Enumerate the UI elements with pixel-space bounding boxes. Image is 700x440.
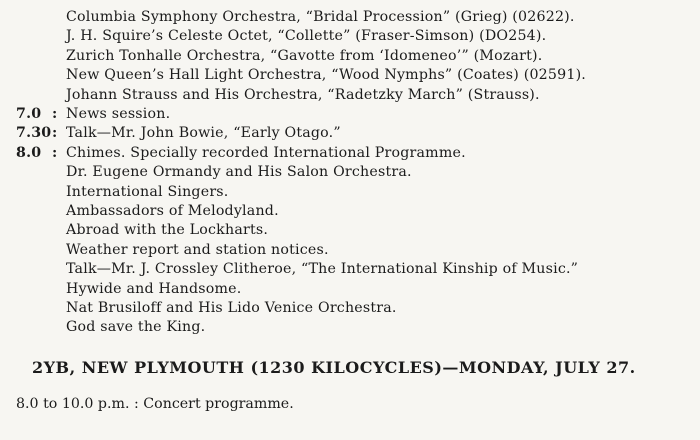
programme-time: 8.0 [16,144,42,161]
programme-text: Columbia Symphony Orchestra, “Bridal Procession” (Grieg) (02622). [66,9,575,25]
programme-text: New Queen’s Hall Light Orchestra, “Wood Nymphs” (Coates) (02591). [66,67,587,84]
station-heading: 2YB, NEW PLYMOUTH (1230 KILOCYCLES)—MONDAY, JULY 27. [32,358,636,377]
programme-text: Nat Brusiloff and His Lido Venice Orchestra. [66,300,397,316]
programme-text: Abroad with the Lockharts. [66,222,269,239]
programme-text: Ambassadors of Melodyland. [66,203,279,219]
programme-text: Johann Strauss and His Orchestra, “Radetzky March” (Strauss). [66,86,540,103]
programme-separator: : [52,144,58,161]
programme-separator: : [52,106,58,122]
programme-text: J. H. Squire’s Celeste Octet, “Collette” (Fraser-Simson) (DO254). [66,28,547,45]
programme-time: 7.30 [16,125,52,142]
programme-text: Hywide and Handsome. [66,280,242,297]
programme-text: God save the King. [66,319,206,336]
programme-text: Chimes. Specially recorded International Programme. [66,144,466,161]
programme-text: Talk—Mr. John Bowie, “Early Otago.” [66,125,341,142]
programme-text: International Singers. [66,183,229,200]
footer-time: 8.0 to 10.0 p.m. [16,396,130,412]
programme-text: Talk—Mr. J. Crossley Clitheroe, “The International Kinship of Music.” [66,261,579,278]
programme-separator: : [52,125,58,142]
programme-text: Zurich Tonhalle Orchestra, “Gavotte from ‘Idomeneo’” (Mozart). [66,47,543,64]
footer-text: Concert programme. [143,396,294,412]
programme-text: Dr. Eugene Ormandy and His Salon Orchestra. [66,164,412,181]
footer-separator: : [134,396,139,412]
programme-time: 7.0 [16,106,42,122]
programme-text: News session. [66,106,171,122]
footer-line [16,394,294,414]
programme-text: Weather report and station notices. [66,241,329,258]
